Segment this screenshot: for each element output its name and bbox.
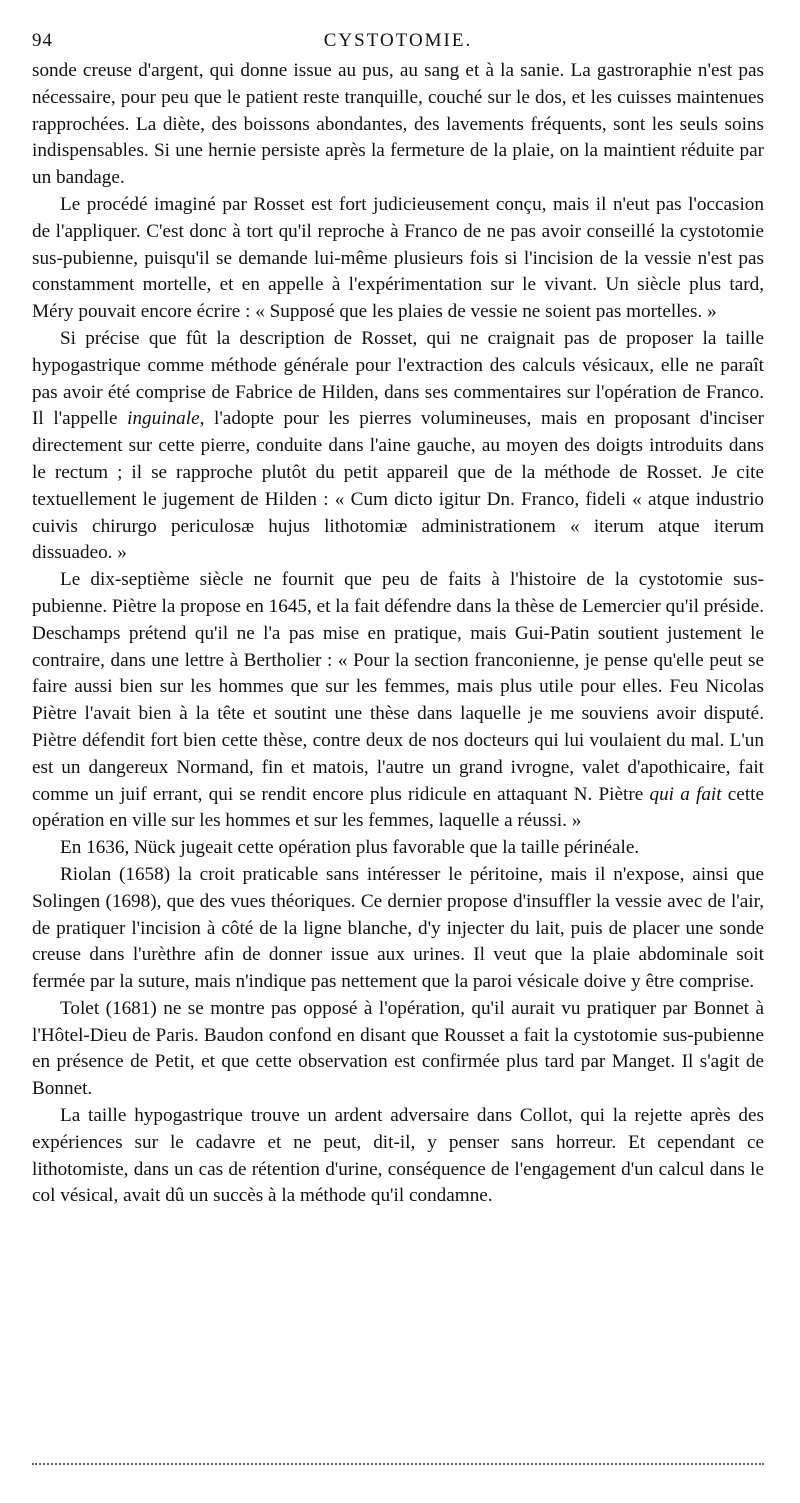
paragraph xyxy=(32,58,764,192)
paragraph-text: Le procédé imaginé par Rosset est fort judicieusement conçu, mais il n'eut pas l'occasion de l'appliquer. C'est donc à tort qu'il reproche à Franco de ne pas avoir conseillé la cystotomie sus-pubienne, puisqu'il se demande lui-même plusieurs fois si l'incision de la vessie n'est pas constamment mortelle, et en appelle à l'expérimentation sur le vivant. Un siècle plus tard, Méry pouvait encore écrire : « Supposé que les plaies de vessie ne soient pas mortelles. » xyxy=(32,193,764,323)
footer-dotted-rule xyxy=(32,1463,764,1465)
paragraph-text: Si précise que fût la description de Rosset, qui ne craignait pas de proposer la taille hypogastrique comme méthode générale pour l'extraction des calculs vésicaux, elle ne paraît pas avoir été comprise de Fabrice de Hilden, dans ses commentaires sur l'opération de Franco. Il l'appelle xyxy=(32,327,764,430)
paragraph-text: sonde creuse d'argent, qui donne issue au pus, au sang et à la sanie. La gastroraphie n'est pas nécessaire, pour peu que le patient reste tranquille, couché sur le dos, et les cuisses maintenues rapprochées. La diète, des boissons abondantes, des lavements fréquents, sont les seuls soins indispensables. Si une hernie persiste après la fermeture de la plaie, on la maintient réduite par un bandage. xyxy=(32,60,764,189)
paragraph xyxy=(32,567,764,835)
italic-term: inguinale xyxy=(127,408,200,430)
running-head xyxy=(32,30,764,58)
body-text xyxy=(32,58,764,1210)
book-page xyxy=(32,30,764,1210)
paragraph-text: La taille hypogastrique trouve un ardent adversaire dans Collot, qui la rejette après des expériences sur le cadavre et ne peut, dit-il, y penser sans horreur. Et cependant ce lithotomiste, dans un cas de rétention d'urine, conséquence de l'engagement d'un calcul dans le col vésical, avait dû un succès à la méthode qu'il condamne. xyxy=(32,1105,764,1207)
paragraph-text: Le dix-septième siècle ne fournit que peu de faits à l'histoire de la cystotomie sus-pubienne. Piètre la propose en 1645, et la fait défendre dans la thèse de Lemercier qu'il préside. Deschamps prétend qu'il ne l'a pas mise en pratique, mais Gui-Patin soutient justement le contraire, dans une lettre à Bertholier : « Pour la section franconienne, je pense qu'elle peut se faire aussi bien sur les hommes que sur les femmes, mais plus utile pour elles. Feu Nicolas Piètre l'avait bien à la tête et soutint une thèse dans laquelle je me souviens avoir disputé. Piètre défendit fort bien cette thèse, contre deux de nos docteurs qui lui voulaient du mal. L'un est un dangereux Normand, fin et matois, l'autre un grand ivrogne, valet d'apothicaire, fait comme un juif errant, qui se rendit encore plus ridicule en attaquant N. Piètre xyxy=(32,569,764,805)
running-title: CYSTOTOMIE. xyxy=(323,30,473,51)
paragraph xyxy=(32,192,764,326)
paragraph-text: En 1636, Nück jugeait cette opération plus favorable que la taille périnéale. xyxy=(60,837,640,859)
paragraph xyxy=(32,835,764,862)
paragraph xyxy=(32,862,764,996)
page-number: 94 xyxy=(32,30,53,51)
paragraph-text: Tolet (1681) ne se montre pas opposé à l'opération, qu'il aurait vu pratiquer par Bonnet à l'Hôtel-Dieu de Paris. Baudon confond en disant que Rousset a fait la cystotomie sus-pubienne en présence de Petit, et que cette observation est confirmée plus tard par Manget. Il s'agit de Bonnet. xyxy=(32,997,764,1100)
paragraph xyxy=(32,326,764,567)
paragraph-text: cette opération en ville sur les hommes et sur les femmes, laquelle a réussi. » xyxy=(32,783,765,832)
paragraph xyxy=(32,1103,764,1210)
paragraph-text: , l'adopte pour les pierres volumineuses, mais en proposant d'inciser directement sur cette pierre, conduite dans l'aine gauche, au moyen des doigts introduits dans le rectum ; il se rapproche plutôt du petit appareil que de la méthode de Rosset. Je cite textuellement le jugement de Hilden : « Cum dicto igitur Dn. Franco, fideli « atque industrio cuivis chirurgo periculosæ hujus lithotomiæ administrationem « iterum atque iterum dissuadeo. » xyxy=(32,408,764,564)
paragraph xyxy=(32,996,764,1103)
italic-term: qui a fait xyxy=(649,783,722,805)
paragraph-text: Riolan (1658) la croit praticable sans intéresser le péritoine, mais il n'expose, ainsi que Solingen (1698), que des vues théoriques. Ce dernier propose d'insuffler la vessie avec de l'air, de pratiquer l'incision à côté de la ligne blanche, d'y injecter du lait, puis de placer une sonde creuse dans l'urèthre afin de donner issue aux urines. Il veut que la plaie abdominale soit fermée par la suture, mais n'indique pas nettement que la paroi vésicale doive y être comprise. xyxy=(32,863,764,993)
